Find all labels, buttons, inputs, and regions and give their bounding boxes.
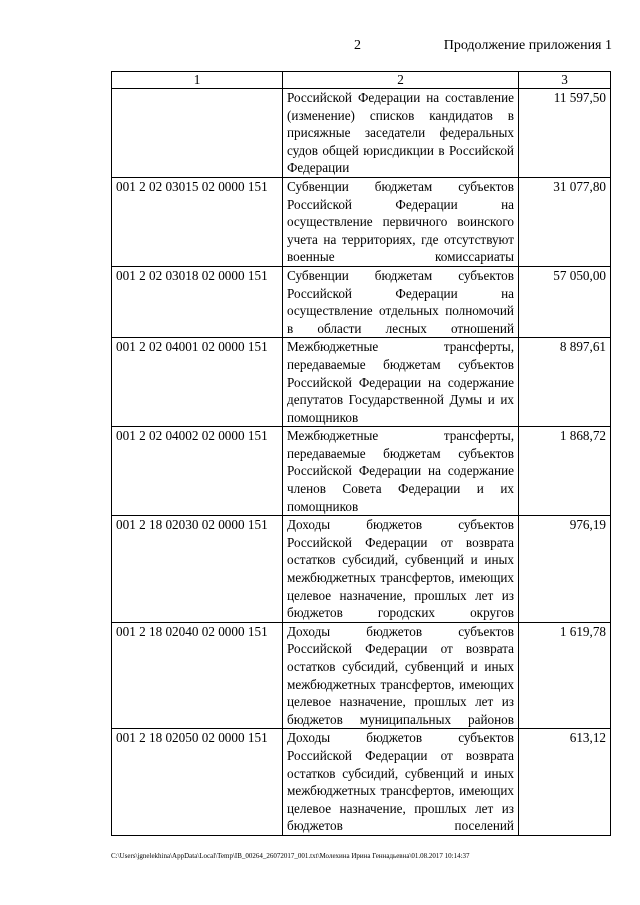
revenue-code: 001 2 02 03015 02 0000 151 xyxy=(112,177,283,266)
revenue-code xyxy=(112,89,283,178)
revenue-description: Субвенции бюджетам субъектов Российской Федерации на осуществление отдельных полномочий в области лесных отношений xyxy=(283,266,519,337)
column-header-3: 3 xyxy=(519,72,611,89)
revenue-amount: 1 619,78 xyxy=(519,622,611,729)
table-header-row xyxy=(112,72,611,89)
revenue-description: Доходы бюджетов субъектов Российской Федерации от возврата остатков субсидий, субвенций и иных межбюджетных трансфертов, имеющих целевое назначение, прошлых лет из бюджетов городских округов xyxy=(283,516,519,623)
revenue-description: Доходы бюджетов субъектов Российской Федерации от возврата остатков субсидий, субвенций и иных межбюджетных трансфертов, имеющих целевое назначение, прошлых лет из бюджетов поселений xyxy=(283,729,519,836)
page-number: 2 xyxy=(354,38,361,53)
table-row xyxy=(112,266,611,337)
revenue-code: 001 2 18 02040 02 0000 151 xyxy=(112,622,283,729)
table-row xyxy=(112,177,611,266)
file-path-footer: C:\Users\jgnelekhina\AppData\Local\Temp\IB_00264_26072017_001.txt\Молехина Ирина Геннадьевна\01.08.2017 10:14:37 xyxy=(111,852,470,860)
table-row xyxy=(112,338,611,427)
revenue-description: Субвенции бюджетам субъектов Российской Федерации на осуществление первичного воинского учета на территориях, где отсутствуют военные комиссариаты xyxy=(283,177,519,266)
revenue-code: 001 2 18 02030 02 0000 151 xyxy=(112,516,283,623)
column-header-2: 2 xyxy=(283,72,519,89)
revenue-description: Межбюджетные трансферты, передаваемые бюджетам субъектов Российской Федерации на содержание депутатов Государственной Думы и их помощников xyxy=(283,338,519,427)
revenue-description: Российской Федерации на составление (изменение) списков кандидатов в присяжные заседатели федеральных судов общей юрисдикции в Российской Федерации xyxy=(283,89,519,178)
revenue-code: 001 2 02 03018 02 0000 151 xyxy=(112,266,283,337)
table-row xyxy=(112,89,611,178)
revenue-code: 001 2 18 02050 02 0000 151 xyxy=(112,729,283,836)
revenue-code: 001 2 02 04002 02 0000 151 xyxy=(112,427,283,516)
revenue-amount: 8 897,61 xyxy=(519,338,611,427)
continuation-note: Продолжение приложения 1 xyxy=(443,38,612,53)
table-row xyxy=(112,516,611,623)
revenue-description: Межбюджетные трансферты, передаваемые бюджетам субъектов Российской Федерации на содержание членов Совета Федерации и их помощников xyxy=(283,427,519,516)
revenue-amount: 31 077,80 xyxy=(519,177,611,266)
revenue-amount: 11 597,50 xyxy=(519,89,611,178)
revenue-amount: 976,19 xyxy=(519,516,611,623)
revenue-amount: 1 868,72 xyxy=(519,427,611,516)
revenue-description: Доходы бюджетов субъектов Российской Федерации от возврата остатков субсидий, субвенций и иных межбюджетных трансфертов, имеющих целевое назначение, прошлых лет из бюджетов муниципальных районов xyxy=(283,622,519,729)
revenue-amount: 613,12 xyxy=(519,729,611,836)
revenue-table xyxy=(111,71,611,836)
table-row xyxy=(112,622,611,729)
revenue-amount: 57 050,00 xyxy=(519,266,611,337)
table-row xyxy=(112,729,611,836)
revenue-code: 001 2 02 04001 02 0000 151 xyxy=(112,338,283,427)
column-header-1: 1 xyxy=(112,72,283,89)
table-row xyxy=(112,427,611,516)
